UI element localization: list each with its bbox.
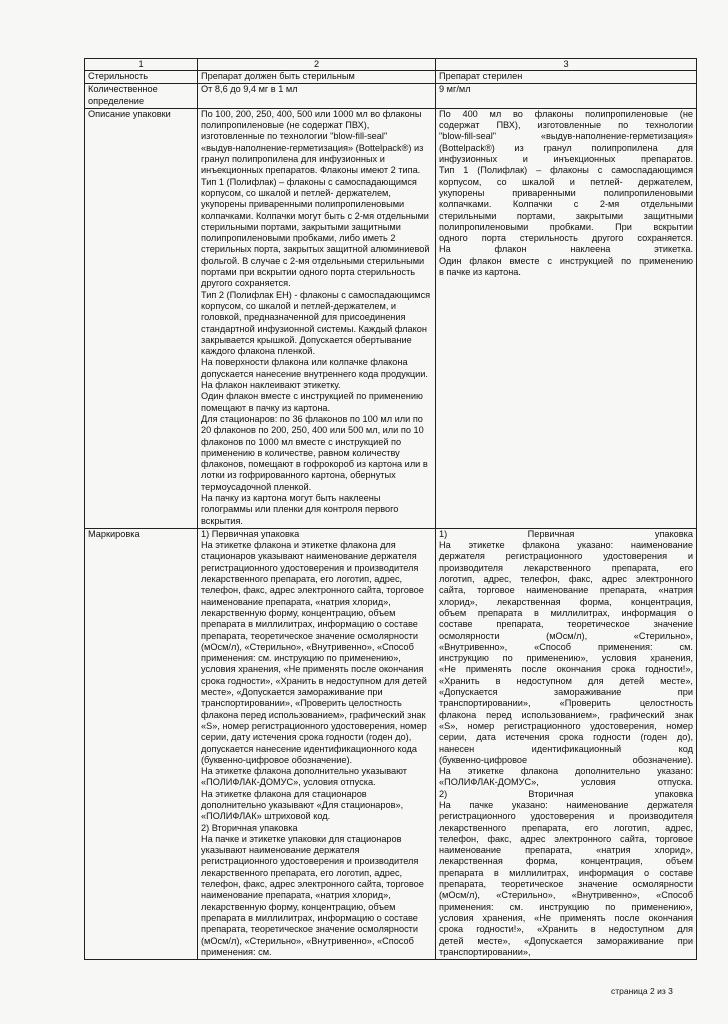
text-line: лекарственная форма, концентрация, объем xyxy=(439,856,693,867)
text-line: На пачке указано: наименование держателя xyxy=(439,800,693,810)
labeling-row xyxy=(85,528,697,959)
text-line: Препарат должен быть стерильным xyxy=(201,71,355,81)
text-line: «S», номер регистрационного удостоверения, номер xyxy=(201,720,427,731)
text-line: препарата, теоретическое значение осмолярности xyxy=(439,879,693,890)
label-cell xyxy=(85,84,198,109)
text-line: Количественное xyxy=(88,84,158,95)
text-line: колпачками. Колпачки могут быть с 2-мя отдельными xyxy=(201,210,429,221)
text-line: гранул полипропилена для инфузионных и xyxy=(201,154,385,165)
text-line: Тип 2 (Полифлак ЕН) - флаконы с самоспадающимся xyxy=(201,289,431,300)
text-line: лекарственного препарата, его логотип, адрес, xyxy=(201,867,403,878)
result-cell xyxy=(436,528,697,959)
text-line: На этикетке флакона и этикетке флакона для xyxy=(201,540,396,551)
text-line: инфузионных и инъекционных препаратов. xyxy=(439,154,693,165)
header-col-2: 2 xyxy=(198,59,436,71)
text-line: условия хранения, «Не применять после окончания xyxy=(201,664,424,675)
table-header-row xyxy=(85,59,697,71)
page-number: страница 2 из 3 xyxy=(611,986,673,996)
label-cell xyxy=(85,528,198,959)
text-line: 1) Первичная упаковка xyxy=(201,528,300,539)
text-line: изготовленные по технологии "blow-fill-seal" xyxy=(201,131,388,142)
text-line: Один флакон вместе с инструкцией по применению xyxy=(439,255,693,266)
text-line: (буквенно-цифровое обозначение). xyxy=(201,754,353,765)
text-line: Для стационаров: по 36 флаконов по 100 мл или по xyxy=(201,413,423,424)
text-line: флаконов по 1000 мл вместе с инструкцией по xyxy=(201,436,402,447)
text-line: полипропиленовые (не содержат ПВХ), xyxy=(201,120,370,131)
text-line: закрывается крышкой. Допускается обертывание xyxy=(201,334,412,345)
text-line: лекарственного препарата, его логотип, адрес, xyxy=(439,822,693,833)
text-line: определение xyxy=(88,95,145,106)
assay-row xyxy=(85,84,697,109)
result-cell xyxy=(436,108,697,528)
text-line: транспортировании», «Проверить целостность xyxy=(439,698,693,709)
text-line: Тип 1 (Полифлак) – флаконы с самоспадающимся xyxy=(201,176,417,187)
text-line: Маркировка xyxy=(88,528,140,539)
header-col-1: 1 xyxy=(85,59,198,71)
text-line: препарата в миллилитрах, информацию о составе xyxy=(201,912,418,923)
text-line: стандартной инфузионной системы. Каждый флакон xyxy=(201,323,427,334)
text-line: "blow-fill-seal" «выдув-наполнение-герметизация» xyxy=(439,131,693,142)
text-line: Тип 1 (Полифлак) – флаконы с самоспадающимся xyxy=(439,165,693,176)
text-line: На этикетке флакона дополнительно указывают xyxy=(201,766,407,777)
text-line: лекарственную форму, концентрацию, объем xyxy=(201,607,396,618)
text-line: «ПОЛИФЛАК» штриховой код. xyxy=(201,811,331,822)
text-line: портами при вскрытии одного порта стерильность xyxy=(201,267,416,278)
text-line: фольгой. В случае с 2-мя отдельными стерильными xyxy=(201,255,425,266)
text-line: На пачке и этикетке упаковки для стационаров xyxy=(201,833,402,844)
requirement-cell xyxy=(198,108,436,528)
package-description-row xyxy=(85,108,697,528)
text-line: (буквенно-цифровое обозначение). xyxy=(439,754,693,765)
text-line: содержат ПВХ), изготовленные по технологии xyxy=(439,120,693,131)
text-line: препарата, теоретическое значение осмолярности xyxy=(201,924,419,935)
text-line: полипропиленовыми пробками, либо иметь 2 xyxy=(201,233,396,244)
text-line: применения: см. инструкцию по применению», xyxy=(439,901,693,912)
text-line: логотип, адрес, телефон, факс, адрес электронного xyxy=(439,574,693,585)
text-line: «Хранить в недоступном для детей месте», xyxy=(439,675,693,686)
specification-table xyxy=(84,58,697,960)
text-line: другого сохраняется. xyxy=(201,278,291,289)
requirement-cell xyxy=(198,528,436,959)
text-line: На этикетке флакона указано: наименование xyxy=(439,540,693,551)
text-line: колпачками. Колпачки с 2-мя отдельными xyxy=(439,199,693,210)
text-line: голограммы или пленки для контроля первого xyxy=(201,504,399,515)
text-line: срока годности!», «Хранить в недоступном для xyxy=(439,924,693,935)
text-line: укупорены приваренными полипропиленовыми xyxy=(439,187,693,198)
text-line: На этикетке флакона дополнительно указано: xyxy=(439,766,693,777)
requirement-cell xyxy=(198,84,436,109)
text-line: телефон, факс, адрес электронного сайта, торговое xyxy=(201,585,424,596)
text-line: На флакон наклеивают этикетку. xyxy=(201,380,341,391)
text-line: Стерильность xyxy=(88,71,149,81)
text-line: препарата в миллилитрах, информацию о составе xyxy=(201,619,418,630)
text-line: стерильными портами, закрытыми защитными xyxy=(201,221,401,232)
text-line: стационаров указывают наименование держателя xyxy=(201,551,417,562)
result-cell xyxy=(436,84,697,109)
text-line: лекарственного препарата, его логотип, адрес, xyxy=(201,574,403,585)
text-line: инструкцию по применению», условия хранения, xyxy=(439,653,693,664)
text-line: корпусом, со шкалой и петлей- держателем, xyxy=(201,187,391,198)
text-line: указывают наименование держателя xyxy=(201,845,360,856)
text-line: транспортировании», xyxy=(439,946,531,957)
text-line: наименование препарата, «натрия хлорид», xyxy=(201,596,391,607)
text-line: Препарат стерилен xyxy=(439,71,523,81)
text-line: «выдув-наполнение-герметизация» (Bottelpack®) из xyxy=(201,142,424,153)
result-cell xyxy=(436,71,697,84)
text-line: производителя лекарственного препарата, его xyxy=(439,562,693,573)
text-line: наименование препарата, «натрия хлорид», xyxy=(201,890,391,901)
text-line: 2) Вторичная упаковка xyxy=(201,822,298,833)
text-line: (Bottelpack®) из гранул полипропилена для xyxy=(439,142,693,153)
text-line: «Внутривенно», «Способ применения: см. xyxy=(439,641,693,652)
text-line: допускается нанесение идентификационного кода xyxy=(201,743,417,754)
text-line: объем препарата в миллилитрах, информация о xyxy=(439,607,693,618)
text-line: (мОсм/л), «Стерильно», «Внутривенно», «Способ xyxy=(439,890,693,901)
text-line: стерильных порта, закрытых защитной алюминиевой xyxy=(201,244,430,255)
text-line: составе препарата, теоретическое значение xyxy=(439,619,693,630)
text-line: каждого флакона пленкой. xyxy=(201,346,315,357)
text-line: транспортировании», «Проверить целостность xyxy=(201,698,402,709)
text-line: По 100, 200, 250, 400, 500 или 1000 мл во флаконы xyxy=(201,108,422,119)
text-line: корпусом, со шкалой и петлей- держателем, xyxy=(439,176,693,187)
text-line: детей месте», «Допускается замораживание при xyxy=(439,935,693,946)
text-line: укупорены приваренными полипропиленовыми xyxy=(201,199,405,210)
text-line: серии, дату истечения срока годности (годен до), xyxy=(201,732,412,743)
text-line: условия хранения, «Не применять после окончания xyxy=(439,912,693,923)
text-line: На пачку из картона могут быть наклеены xyxy=(201,492,381,503)
text-line: сайта, торговое наименование препарата, «натрия xyxy=(439,585,693,596)
text-line: применению в количестве, равном количеству xyxy=(201,447,400,458)
label-cell xyxy=(85,108,198,528)
text-line: регистрационного удостоверения и производителя xyxy=(439,811,693,822)
requirement-cell xyxy=(198,71,436,84)
sterility-row xyxy=(85,71,697,84)
text-line: помещают в пачку из картона. xyxy=(201,402,331,413)
text-line: «Допускается замораживание при xyxy=(439,687,693,698)
text-line: месте», «Допускается замораживание при xyxy=(201,687,383,698)
text-line: флаконов, помещают в гофрокороб из картона или в xyxy=(201,459,428,470)
text-line: стерильными портами, закрытыми защитными xyxy=(439,210,693,221)
text-line: лотки из гофрированного картона, обернутых xyxy=(201,470,396,481)
text-line: вскрытия. xyxy=(201,515,243,526)
text-line: хлорид», лекарственная форма, концентрация, xyxy=(439,596,693,607)
text-line: Один флакон вместе с инструкцией по применению xyxy=(201,391,423,402)
text-line: На поверхности флакона или колпачке флакона xyxy=(201,357,408,368)
text-line: термоусадочной пленкой. xyxy=(201,481,312,492)
text-line: 2) Вторичная упаковка xyxy=(439,788,693,799)
text-line: инъекционных препаратов. Флаконы имеют 2 типа. xyxy=(201,165,421,176)
label-cell xyxy=(85,71,198,84)
text-line: наименование препарата, «натрия хлорид», xyxy=(439,845,693,856)
text-line: срока годности», «Хранить в недоступном для детей xyxy=(201,675,427,686)
text-line: полипропиленовыми пробками. При вскрытии xyxy=(439,221,693,232)
text-line: 1) Первичная упаковка xyxy=(439,528,693,539)
text-line: регистрационного удостоверения и производителя xyxy=(201,562,419,573)
text-line: (мОсм/л), «Стерильно», «Внутривенно», «Способ xyxy=(201,935,414,946)
text-line: На флакон наклеена этикетка. xyxy=(439,244,693,255)
text-line: допускается нанесение внутреннего кода продукции. xyxy=(201,368,428,379)
text-line: «Не применять после окончания срока годности!», xyxy=(439,664,693,675)
text-line: серии, дата истечения срока годности (годен до), xyxy=(439,732,693,743)
text-line: головкой, предназначенной для присоединения xyxy=(201,312,406,323)
text-line: флакона перед использованием», графический знак xyxy=(439,709,693,720)
text-line: препарата, теоретическое значение осмолярности xyxy=(201,630,419,641)
text-line: корпусом, со шкалой и петлей-держателем, и xyxy=(201,300,397,311)
text-line: «ПОЛИФЛАК-ДОМУС», условия отпуска. xyxy=(439,777,693,788)
text-line: флакона перед использованием», графический знак xyxy=(201,709,426,720)
text-line: одного порта стерильность другого сохраняется. xyxy=(439,233,693,244)
text-line: применения: см. инструкцию по применению», xyxy=(201,653,401,664)
text-line: держателя регистрационного удостоверения и xyxy=(439,551,693,562)
text-line: 20 флаконов по 200, 250, 400 или 500 мл, или по 10 xyxy=(201,425,424,436)
text-line: препарата в миллилитрах, информация о составе xyxy=(439,867,693,878)
text-line: регистрационного удостоверения и производителя xyxy=(201,856,419,867)
text-line: лекарственную форму, концентрацию, объем xyxy=(201,901,396,912)
text-line: осмолярности (мОсм/л), «Стерильно», xyxy=(439,630,693,641)
text-line: применения: см. xyxy=(201,946,272,957)
text-line: в пачке из картона. xyxy=(439,267,521,278)
text-line: От 8,6 до 9,4 мг в 1 мл xyxy=(201,84,298,95)
text-line: (мОсм/л), «Стерильно», «Внутривенно», «Способ xyxy=(201,641,414,652)
text-line: Описание упаковки xyxy=(88,108,171,119)
header-col-3: 3 xyxy=(436,59,697,71)
text-line: «ПОЛИФЛАК-ДОМУС», условия отпуска. xyxy=(201,777,376,788)
text-line: телефон, факс, адрес электронного сайта, торговое xyxy=(439,833,693,844)
text-line: дополнительно указывают «Для стационаров», xyxy=(201,800,404,810)
text-line: По 400 мл во флаконы полипропиленовые (не xyxy=(439,108,693,119)
text-line: «S», номер регистрационного удостоверения, номер xyxy=(439,720,693,731)
text-line: телефон, факс, адрес электронного сайта, торговое xyxy=(201,879,424,890)
text-line: 9 мг/мл xyxy=(439,84,471,95)
text-line: На этикетке флакона для стационаров xyxy=(201,788,367,799)
text-line: нанесен идентификационный код xyxy=(439,743,693,754)
